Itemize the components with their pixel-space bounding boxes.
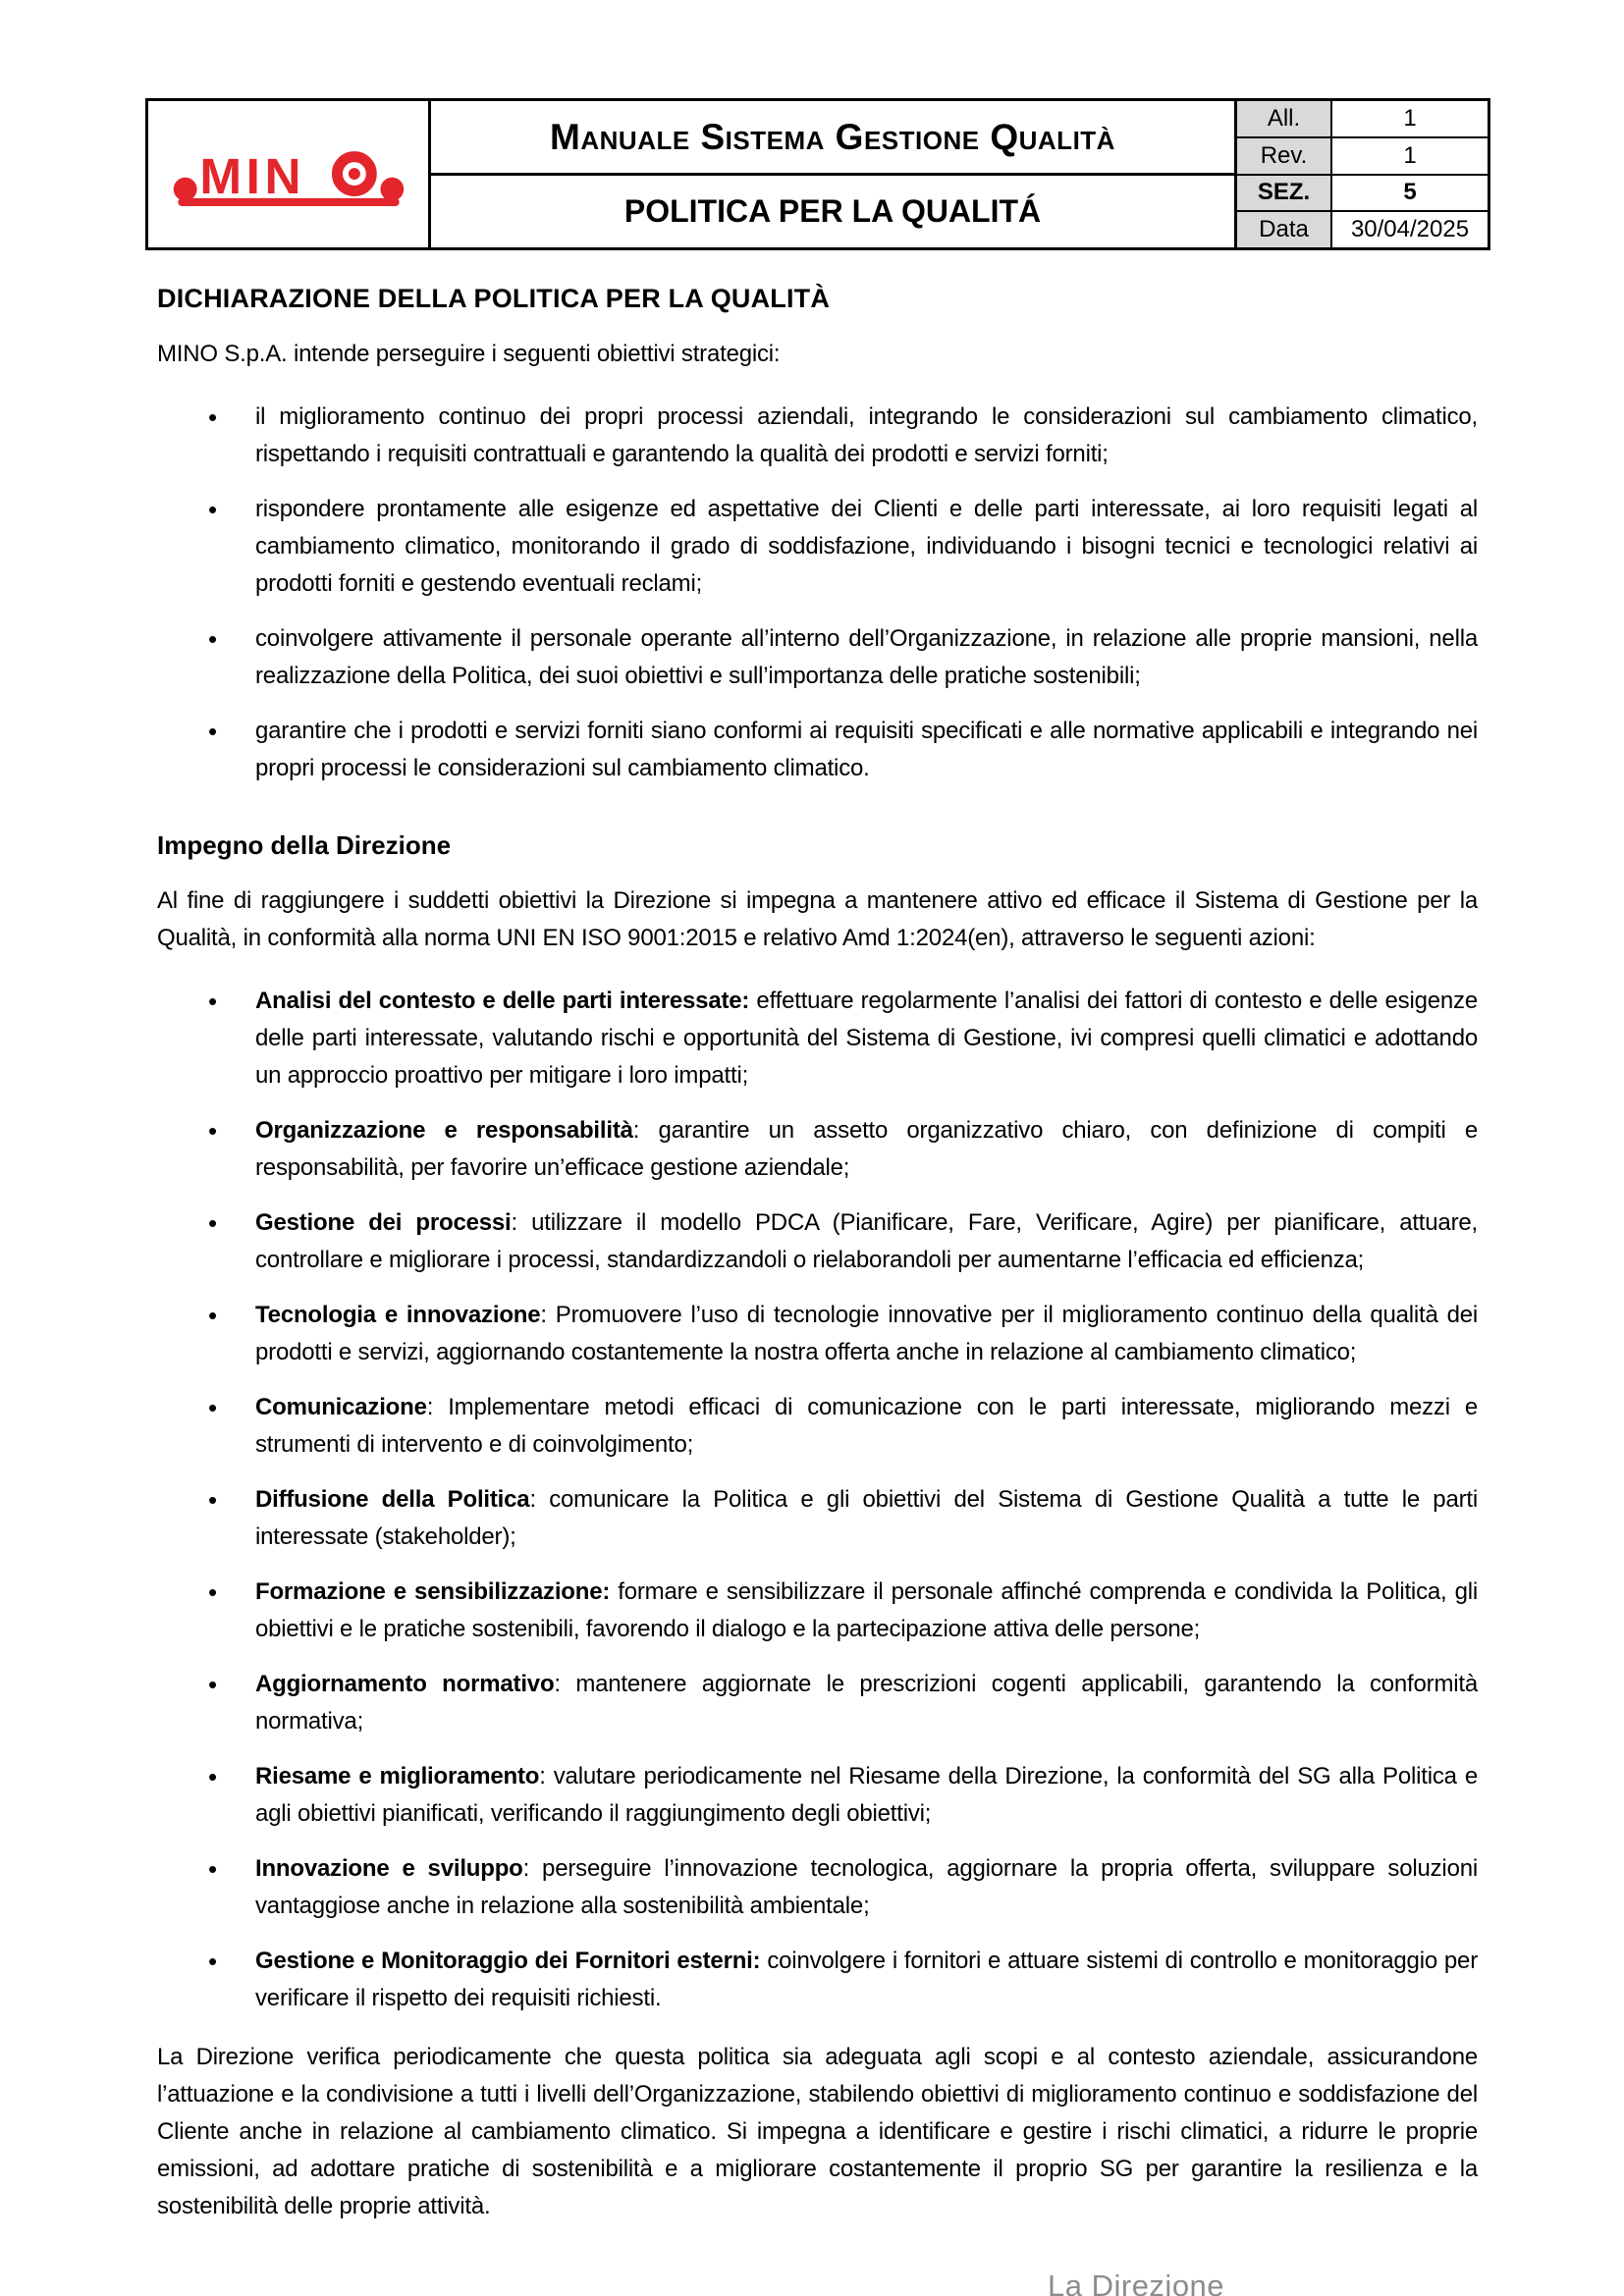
section-heading-dichiarazione: DICHIARAZIONE DELLA POLITICA PER LA QUALITÀ (157, 284, 831, 313)
meta-value-data: 30/04/2025 (1350, 216, 1470, 243)
list-item-text: coinvolgere i fornitori e attuare sistemi di controllo e monitoraggio per verificare il rispetto dei requisiti richiesti. (255, 1948, 1478, 2011)
meta-value-all: 1 (1403, 104, 1417, 132)
list-item-title: Gestione e Monitoraggio dei Fornitori esterni: (255, 1948, 761, 1974)
meta-row-rev (1237, 138, 1488, 176)
list-item (157, 983, 1478, 1095)
signature: La Direzione (1048, 2269, 1225, 2296)
list-item-text: : utilizzare il modello PDCA (Pianificare, Fare, Verificare, Agire) per pianificare, attuare, controllare e migliorare i processi, standardizzandoli o rielaborandoli per aumentarne l’efficacia ed efficienza; (255, 1209, 1478, 1273)
list-item-title: Tecnologia e innovazione (255, 1302, 541, 1328)
meta-label-rev: Rev. (1237, 138, 1332, 174)
list-item: • garantire che i prodotti e servizi forniti siano conformi ai requisiti specificati e alle normative applicabili e integrando nei propri processi le considerazioni sul cambiamento climatico. (157, 713, 1478, 787)
list-item-text: : mantenere aggiornate le prescrizioni cogenti applicabili, garantendo la conformità normativa; (255, 1671, 1478, 1735)
list-item: • rispondere prontamente alle esigenze ed aspettative dei Clienti e delle parti interessate, ai loro requisiti legati al cambiamento climatico, monitorando il grado di soddisfazione, individuando i bisogni tecnici e tecnologici relativi ai prodotti forniti e gestendo eventuali reclami; (157, 491, 1478, 603)
list-item-title: Diffusione della Politica (255, 1486, 530, 1513)
list-item (157, 1574, 1478, 1648)
objectives-list (157, 399, 1478, 787)
list-item (157, 1666, 1478, 1740)
list-item (157, 1758, 1478, 1833)
list-item: • coinvolgere attivamente il personale operante all’interno dell’Organizzazione, in relazione alle proprie mansioni, nella realizzazione della Politica, dei suoi obiettivi e sull’importanza delle pratiche sostenibili; (157, 620, 1478, 695)
meta-label-sez: SEZ. (1237, 176, 1332, 211)
manual-title: Manuale Sistema Gestione Qualità (431, 101, 1234, 176)
meta-row-all (1237, 101, 1488, 138)
list-item (157, 1204, 1478, 1279)
list-item-title: Organizzazione e responsabilità (255, 1117, 633, 1144)
list-item-text: : Implementare metodi efficaci di comunicazione con le parti interessate, migliorando mezzi e strumenti di intervento e di coinvolgimento; (255, 1394, 1478, 1458)
list-item-title: Analisi del contesto e delle parti interessate: (255, 988, 750, 1014)
list-item-title: Riesame e miglioramento (255, 1763, 540, 1789)
list-item-text: : comunicare la Politica e gli obiettivi del Sistema di Gestione Qualità a tutte le parti interessate (stakeholder); (255, 1486, 1478, 1550)
mino-logo-icon (171, 133, 406, 216)
list-item (157, 1943, 1478, 2017)
meta-row-data (1237, 212, 1488, 247)
list-item-title: Formazione e sensibilizzazione: (255, 1578, 611, 1605)
list-item-text: : garantire un assetto organizzativo chiaro, con definizione di compiti e responsabilità, per favorire un’efficace gestione aziendale; (255, 1117, 1478, 1181)
header-meta-table (1234, 101, 1488, 247)
list-item (157, 1850, 1478, 1925)
list-item (157, 1481, 1478, 1556)
svg-text:MIN: MIN (198, 147, 305, 204)
list-item (157, 1112, 1478, 1187)
section1-intro: MINO S.p.A. intende perseguire i seguenti obiettivi strategici: (157, 341, 781, 367)
meta-label-data: Data (1237, 212, 1332, 247)
meta-value-sez: 5 (1403, 179, 1417, 206)
list-item-text: : valutare periodicamente nel Riesame della Direzione, la conformità del SG alla Politica e agli obiettivi pianificati, verificando il raggiungimento degli obiettivi; (255, 1763, 1478, 1827)
section-heading-impegno: Impegno della Direzione (157, 830, 452, 860)
meta-value-rev: 1 (1403, 141, 1417, 169)
closing-paragraph: La Direzione verifica periodicamente che questa politica sia adeguata agli scopi e al contesto aziendale, assicurandone l’attuazione e la condivisione a tutti i livelli dell’Organizzazione, stabilendo obiettivi di miglioramento continuo e soddisfazione del Cliente anche in relazione al cambiamento climatico. Si impegna a identificare e gestire i rischi climatici, a ridurre le proprie emissioni, ad adottare pratiche di sostenibilità e a migliorare costantemente il proprio SG per garantire la resilienza e la sostenibilità delle proprie attività. (157, 2044, 1478, 2219)
document-title: POLITICA PER LA QUALITÁ (623, 193, 1042, 229)
list-item-text: : perseguire l’innovazione tecnologica, aggiornare la propria offerta, sviluppare soluzioni vantaggiose anche in relazione alla sostenibilità ambientale; (255, 1855, 1478, 1919)
list-item (157, 1297, 1478, 1371)
actions-list (157, 983, 1478, 2017)
list-item-title: Innovazione e sviluppo (255, 1855, 523, 1882)
header-table (145, 98, 1490, 250)
list-item-title: Comunicazione (255, 1394, 427, 1420)
list-item: • il miglioramento continuo dei propri processi aziendali, integrando le considerazioni sul cambiamento climatico, rispettando i requisiti contrattuali e garantendo la qualità dei prodotti e servizi forniti; (157, 399, 1478, 473)
list-item-text: : Promuovere l’uso di tecnologie innovative per il miglioramento continuo della qualità dei prodotti e servizi, aggiornando costantemente la nostra offerta anche in relazione al cambiamento climatico; (255, 1302, 1478, 1365)
meta-row-sez (1237, 176, 1488, 213)
section2-intro: Al fine di raggiungere i suddetti obiettivi la Direzione si impegna a mantenere attivo ed efficace il Sistema di Gestione per la Qualità, in conformità alla norma UNI EN ISO 9001:2015 e relativo Amd 1:2024(en), attraverso le seguenti azioni: (157, 887, 1478, 951)
meta-label-all: All. (1237, 101, 1332, 136)
logo-cell (148, 101, 431, 247)
list-item-title: Gestione dei processi (255, 1209, 512, 1236)
list-item-text: formare e sensibilizzare il personale affinché comprenda e condivida la Politica, gli obiettivi e le pratiche sostenibili, favorendo il dialogo e la partecipazione attiva delle persone; (255, 1578, 1479, 1642)
header-title-column (431, 101, 1234, 247)
list-item-title: Aggiornamento normativo (255, 1671, 555, 1697)
list-item (157, 1389, 1478, 1464)
list-item-text: effettuare regolarmente l’analisi dei fattori di contesto e delle esigenze delle parti interessate, valutando rischi e opportunità del Sistema di Gestione, ivi compresi quelli climatici e adottando un approccio proattivo per mitigare i loro impatti; (255, 988, 1478, 1089)
